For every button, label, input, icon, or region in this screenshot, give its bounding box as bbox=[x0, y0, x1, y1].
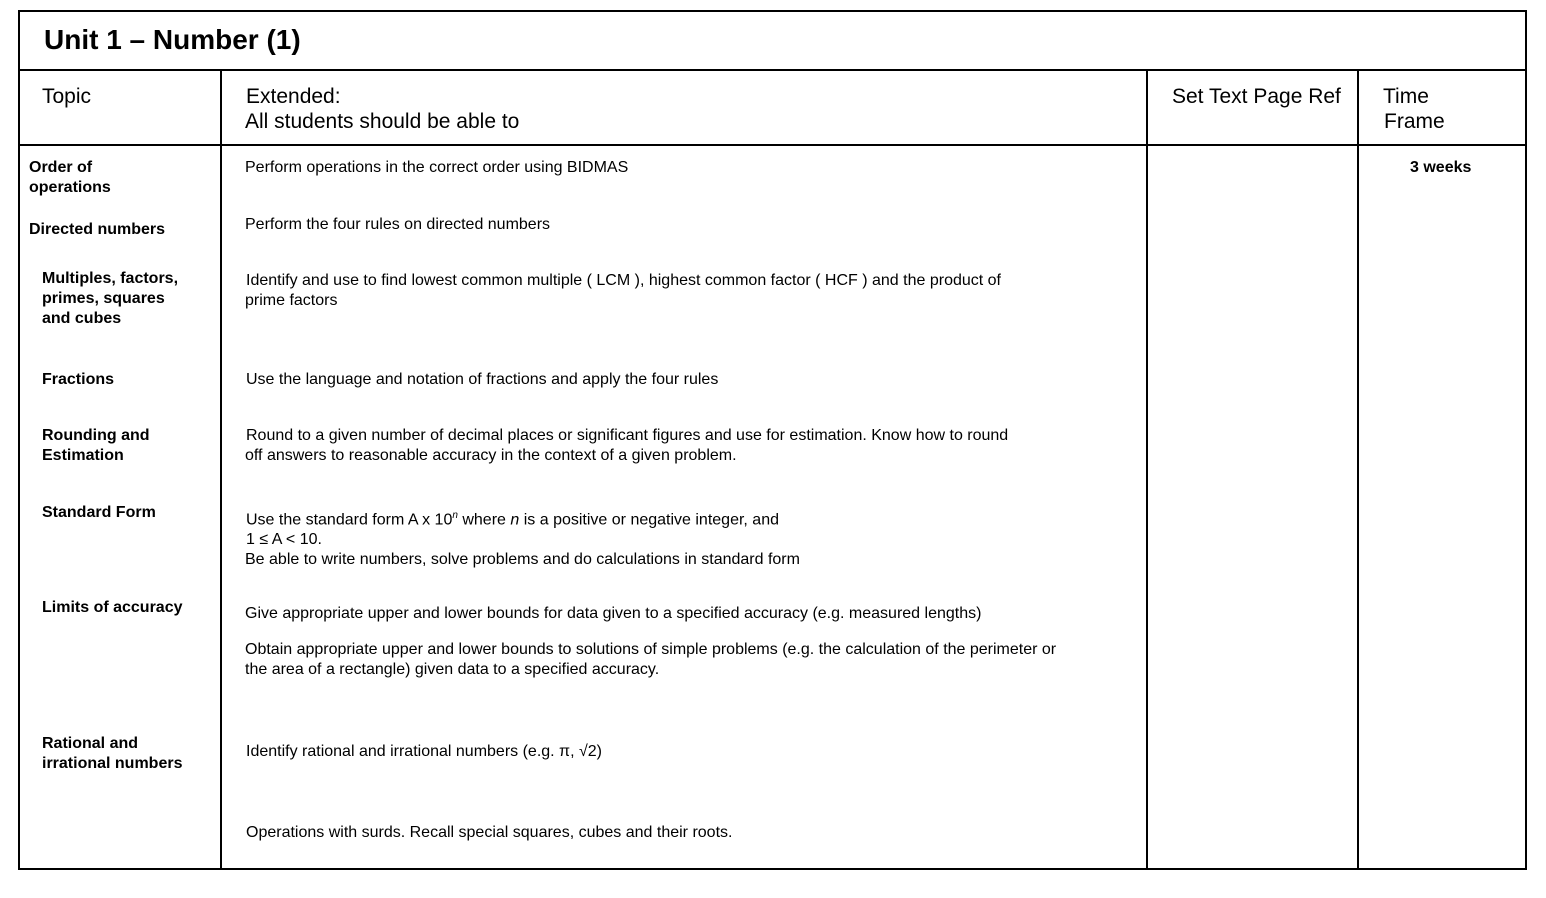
topic-rounding: Rounding and Estimation bbox=[42, 427, 150, 464]
divider bbox=[1146, 70, 1148, 868]
divider bbox=[18, 69, 1527, 71]
topic-limits: Limits of accuracy bbox=[42, 599, 183, 616]
header-page-ref: Set Text Page Ref bbox=[1172, 85, 1341, 108]
content-directed-numbers: Perform the four rules on directed numbers bbox=[245, 216, 551, 233]
topic-rational: Rational and irrational numbers bbox=[42, 735, 183, 772]
content-standard-form: Use the standard form A x 10$^n$ where n is a positive or negative integer, and 1 ≤ A < 10. Be able to write numbers, solve problems and do calculations in standard form bbox=[245, 510, 800, 569]
topic-multiples: Multiples, factors, primes, squares and cubes bbox=[42, 270, 179, 327]
header-time-frame: Frame bbox=[1384, 110, 1445, 133]
content-fractions: Use the language and notation of fractions and apply the four rules bbox=[246, 371, 719, 388]
header-extended-sub: All students should be able to bbox=[245, 110, 520, 133]
topic-order-of-operations: Order of operations bbox=[29, 159, 111, 196]
header-extended: Extended: bbox=[246, 85, 341, 108]
content-rational-1: Identify rational and irrational numbers (e.g. π, √2) bbox=[246, 743, 602, 760]
topic-directed-numbers: Directed numbers bbox=[29, 221, 166, 238]
content-order-of-operations: Perform operations in the correct order using BIDMAS bbox=[245, 159, 629, 176]
time-frame-value: 3 weeks bbox=[1410, 159, 1472, 176]
header-topic: Topic bbox=[42, 85, 92, 108]
divider bbox=[1357, 70, 1359, 868]
content-multiples: Identify and use to find lowest common multiple ( LCM ), highest common factor ( HCF ) and the product of prime factors bbox=[245, 272, 1001, 309]
content-limits-1: Give appropriate upper and lower bounds for data given to a specified accuracy (e.g. measured lengths) bbox=[245, 605, 982, 622]
topic-standard-form: Standard Form bbox=[42, 504, 156, 521]
divider bbox=[18, 144, 1527, 146]
unit-title: Unit 1 – Number (1) bbox=[44, 24, 301, 55]
topic-fractions: Fractions bbox=[42, 371, 115, 388]
content-rounding: Round to a given number of decimal places or significant figures and use for estimation. Know how to round off answers to reasonable accuracy in the context of a given problem. bbox=[245, 427, 1009, 464]
content-limits-2: Obtain appropriate upper and lower bounds to solutions of simple problems (e.g. the calculation of the perimeter or the area of a rectangle) given data to a specified accuracy. bbox=[245, 641, 1057, 678]
content-rational-2: Operations with surds. Recall special squares, cubes and their roots. bbox=[246, 824, 733, 841]
header-time: Time bbox=[1383, 85, 1429, 108]
divider bbox=[220, 70, 222, 868]
